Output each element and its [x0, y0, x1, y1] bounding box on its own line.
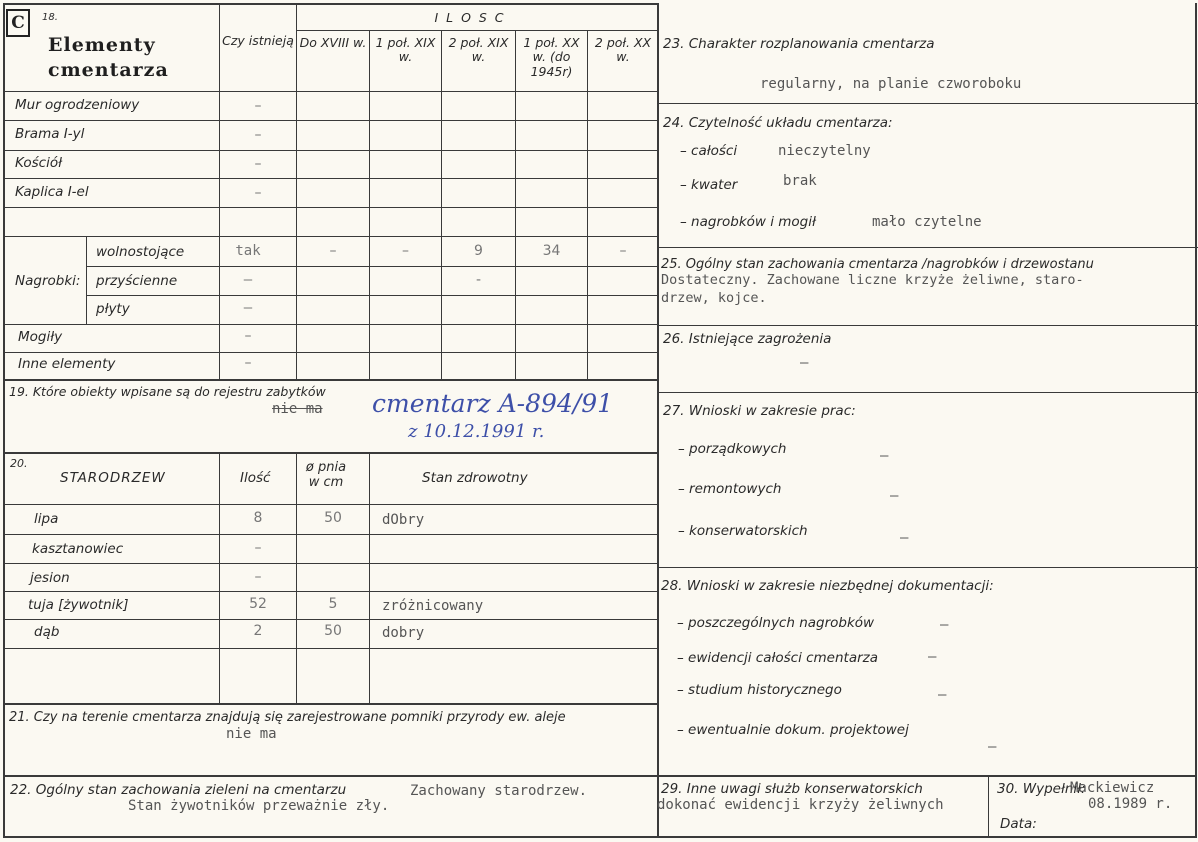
period-header: Do XVIII w. [299, 35, 367, 50]
grid-v [441, 30, 442, 379]
s24-item-answer: nieczytelny [778, 143, 871, 159]
element-row-label: Kościół [15, 155, 62, 171]
s28-item-label: – poszczególnych nagrobków [677, 615, 875, 631]
s28-item-label: – ewidencji całości cmentarza [677, 650, 879, 666]
element-row-label: Kaplica I-el [15, 184, 89, 200]
period-header: 2 poł. XIX w. [448, 35, 509, 65]
other-row-label: Mogiły [18, 329, 63, 345]
element-row-exists: – [254, 185, 262, 201]
s27-item-answer: – [890, 488, 899, 504]
s29-answer: dokonać ewidencji krzyży żeliwnych [657, 797, 944, 813]
element-row-exists: – [254, 127, 262, 143]
s27-item-answer: – [900, 530, 909, 546]
tree-row-count: – [254, 540, 262, 556]
tree-row-health: zróżnicowany [382, 598, 484, 614]
tree-row-count: 8 [253, 510, 263, 526]
grid-v [515, 30, 516, 379]
other-row-exists: – [244, 355, 252, 371]
s27-item-label: – porządkowych [678, 441, 787, 457]
nagrobki-row-label: płyty [96, 301, 130, 317]
s28-item-answer: – [988, 739, 997, 755]
s30-date-label: Data: [1000, 816, 1037, 832]
tree-row-name: tuja [żywotnik] [28, 597, 129, 613]
s28-label: 28. Wnioski w zakresie niezbędnej dokumentacji: [661, 578, 994, 594]
nagrobki-count-cell: – [619, 243, 627, 259]
s21-answer: nie ma [226, 726, 277, 742]
s27-label: 27. Wnioski w zakresie prac: [663, 403, 856, 419]
tree-row-count: 52 [249, 596, 267, 612]
s21-label: 21. Czy na terenie cmentarza znajdują się zarejestrowane pomniki przyrody ew. aleje [9, 710, 566, 725]
nagrobki-row-exists: – [243, 300, 253, 316]
s19-typed: nie ma [272, 401, 323, 417]
s28-item-answer: – [938, 687, 947, 703]
center-divider [657, 3, 659, 838]
nagrobki-label: Nagrobki: [15, 273, 81, 289]
tree-row-name: jesion [30, 570, 70, 586]
s23-answer: regularny, na planie czworoboku [760, 76, 1022, 92]
element-row-label: Mur ogrodzeniowy [15, 97, 140, 113]
s24-item-answer: brak [783, 173, 817, 189]
s19-handwritten-date: z 10.12.1991 r. [408, 421, 545, 442]
frame-top [3, 3, 658, 5]
s25-line1: Dostateczny. Zachowane liczne krzyże żeliwne, staro- [661, 272, 1084, 288]
other-row-exists: – [244, 328, 252, 344]
s27-item-label: – konserwatorskich [678, 523, 808, 539]
tree-row-name: dąb [34, 624, 60, 640]
nagrobki-row-label: przyścienne [96, 273, 178, 289]
s23-label: 23. Charakter rozplanowania cmentarza [663, 36, 935, 52]
period-header: 2 poł. XX w. [594, 35, 652, 65]
s28-item-label: – studium historycznego [677, 682, 842, 698]
s20-header-name: STARODRZEW [60, 470, 166, 486]
s20-number: 20. [10, 457, 28, 470]
s27-item-label: – remontowych [678, 481, 782, 497]
nagrobki-count-cell: 9 [474, 243, 483, 259]
s19-label: 19. Które obiekty wpisane są do rejestru zabytków [9, 384, 326, 399]
tree-row-health: dObry [382, 512, 425, 528]
tree-row-name: lipa [34, 511, 59, 527]
s26-label: 26. Istniejące zagrożenia [663, 331, 832, 347]
nagrobki-row-exists: tak [235, 243, 261, 259]
s29-label: 29. Inne uwagi służb konserwatorskich [661, 781, 923, 797]
frame-left [3, 3, 5, 838]
s22-label: 22. Ogólny stan zachowania zieleni na cmentarzu [10, 782, 347, 798]
s19-handwritten-register: cmentarz A-894/91 [372, 389, 614, 418]
s28-item-answer: – [940, 617, 949, 633]
nagrobki-count-cell: – [402, 243, 409, 259]
tree-row-diam: 5 [328, 596, 338, 612]
grid-h [296, 30, 658, 31]
element-row-exists: – [254, 156, 262, 172]
grid-v [369, 30, 370, 379]
element-row-exists: – [254, 98, 262, 114]
section-letter-badge: C [6, 9, 30, 37]
header-ilosc: I L O S C [434, 10, 506, 25]
nagrobki-row-exists: – [243, 272, 253, 288]
s26-answer: – [800, 355, 809, 371]
header-czy-istnieja: Czy istnieją [222, 33, 294, 48]
s24-item-label: – kwater [680, 177, 738, 193]
s25-line2: drzew, kojce. [661, 290, 767, 306]
s30-date-typed: 08.1989 r. [1088, 796, 1173, 812]
frame-bottom [3, 836, 1195, 838]
tree-row-name: kasztanowiec [32, 541, 124, 557]
tree-row-count: 2 [253, 623, 263, 639]
title-line1: Elementy [48, 34, 156, 56]
s30-label: 30. Wypełnił: [997, 781, 1086, 797]
s20-header-diam: ø pnia w cm [305, 460, 347, 490]
s30-name: Mackiewicz [1070, 780, 1155, 796]
s22-answer-1: Zachowany starodrzew. [410, 783, 588, 799]
s24-item-label: – nagrobków i mogił [680, 214, 816, 230]
frame-right [1195, 3, 1197, 838]
title-line2: cmentarza [48, 59, 169, 81]
period-header: 1 poł. XIX w. [375, 35, 436, 65]
s27-item-answer: – [880, 448, 889, 464]
s28-item-label: – ewentualnie dokum. projektowej [677, 722, 909, 738]
s22-answer-2: Stan żywotników przeważnie zły. [128, 798, 390, 814]
tree-row-count: – [254, 569, 262, 585]
tree-row-diam: 50 [324, 623, 342, 639]
s24-item-answer: mało czytelne [872, 214, 982, 230]
s20-header-count: Ilość [240, 470, 271, 486]
grid-v [296, 3, 297, 379]
s25-label: 25. Ogólny stan zachowania cmentarza /nagrobków i drzewostanu [661, 257, 1094, 272]
section-number: 18. [42, 12, 58, 23]
nagrobki-count-cell: – [329, 243, 337, 259]
period-header: 1 poł. XX w. (do 1945r) [523, 35, 580, 79]
s24-label: 24. Czytelność układu cmentarza: [663, 115, 893, 131]
element-row-label: Brama I-yl [15, 126, 85, 142]
s20-header-health: Stan zdrowotny [422, 470, 528, 486]
tree-row-health: dobry [382, 625, 425, 641]
s24-item-label: – całości [680, 143, 738, 159]
s28-item-answer: – [928, 649, 937, 665]
nagrobki-count-cell: 34 [542, 243, 561, 259]
nagrobki-row-label: wolnostojące [96, 244, 185, 260]
tree-row-diam: 50 [324, 510, 342, 526]
nagrobki-count-cell: - [475, 272, 482, 288]
other-row-label: Inne elementy [18, 356, 116, 372]
grid-v [587, 30, 588, 379]
